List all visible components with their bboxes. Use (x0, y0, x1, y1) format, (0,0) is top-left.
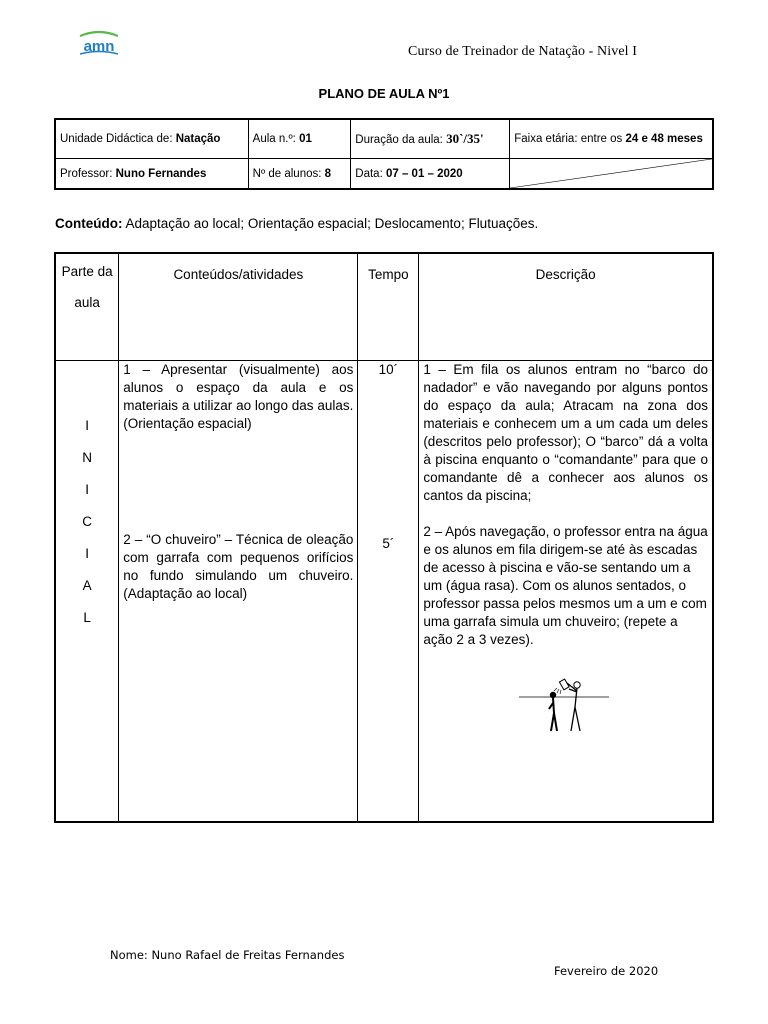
professor-value: Nuno Fernandes (115, 167, 207, 180)
header-conteudos: Conteúdos/atividades (119, 253, 358, 361)
tempo-cell (358, 361, 419, 823)
svg-text:amn: amn (83, 38, 115, 55)
data-value: 07 – 01 – 2020 (385, 167, 463, 180)
activities-cell (119, 361, 358, 823)
lesson-plan-table (54, 252, 714, 823)
lesson-info-table (54, 118, 714, 190)
duracao-cell: Duração da aula: 30`/35' (351, 119, 510, 159)
conteudo-label: Conteúdo: (55, 216, 123, 231)
conteudo-text: Adaptação ao local; Orientação espacial; Deslocamento; Flutuações. (122, 216, 539, 231)
faixa-value: 24 e 48 meses (625, 132, 703, 145)
empty-diagonal-cell (510, 159, 713, 190)
part-letter: I (85, 482, 90, 497)
header-descricao: Descrição (419, 253, 713, 361)
part-letter: I (85, 418, 90, 433)
header-parte: Parte da aula (55, 253, 119, 361)
tempo-2: 5´ (382, 536, 395, 551)
duracao-value: 30`/35' (446, 131, 484, 146)
faixa-cell: Faixa etária: entre os 24 e 48 meses (510, 119, 713, 159)
course-title: Curso de Treinador de Natação - Nivel I (408, 44, 638, 59)
part-letter: A (82, 578, 92, 593)
conteudo-line (55, 216, 538, 231)
descricao-1: 1 – Em fila os alunos entram no “barco do nadador” e vão navegando por alguns pontos do espaço da aula; Atracam na zona dos materiais e conhecem um a um cada um deles (descritos pelo professor); O “barco” dá a volta à piscina enquanto o “comandante” para que o comandante dê a conhecer aos alunos os cantos da piscina; (423, 362, 708, 503)
aula-value: 01 (299, 133, 312, 145)
part-letter: C (82, 514, 93, 529)
amn-logo (74, 30, 124, 56)
descricao-2: 2 – Após navegação, o professor entra na água e os alunos em fila dirigem-se até às escadas de acesso à piscina e vão-se sentando um a um (água rasa). Com os alunos sentados, o professor passa pelos mesmos um a um e com uma garrafa simula um chuveiro; (repete a ação 2 a 3 vezes). (423, 524, 708, 647)
professor-cell: Professor: Nuno Fernandes (55, 159, 248, 190)
alunos-cell: Nº de alunos: 8 (248, 159, 351, 190)
header-tempo: Tempo (358, 253, 419, 361)
page-title: PLANO DE AULA Nº1 (318, 86, 450, 101)
shower-illustration (519, 675, 609, 733)
part-letter: I (85, 546, 90, 561)
part-letter: L (83, 610, 91, 625)
tempo-1: 10´ (378, 362, 399, 377)
activity-1: 1 – Apresentar (visualmente) aos alunos o espaço da aula e os materiais a utilizar ao longo das aulas. (Orientação espacial) (123, 362, 354, 431)
unidade-cell: Unidade Didáctica de: Natação (55, 119, 248, 159)
descricao-cell (419, 361, 713, 823)
part-letter: N (82, 450, 93, 465)
alunos-value: 8 (324, 167, 332, 180)
data-cell: Data: 07 – 01 – 2020 (351, 159, 510, 190)
document-date: Fevereiro de 2020 (554, 964, 659, 978)
author-name: Nome: Nuno Rafael de Freitas Fernandes (110, 948, 345, 962)
unidade-value: Natação (175, 133, 221, 145)
part-inicial (55, 361, 119, 823)
aula-cell: Aula n.º: 01 (248, 119, 351, 159)
activity-2: 2 – “O chuveiro” – Técnica de oleação com garrafa com pequenos orifícios no fundo simulando um chuveiro. (Adaptação ao local) (123, 532, 354, 601)
